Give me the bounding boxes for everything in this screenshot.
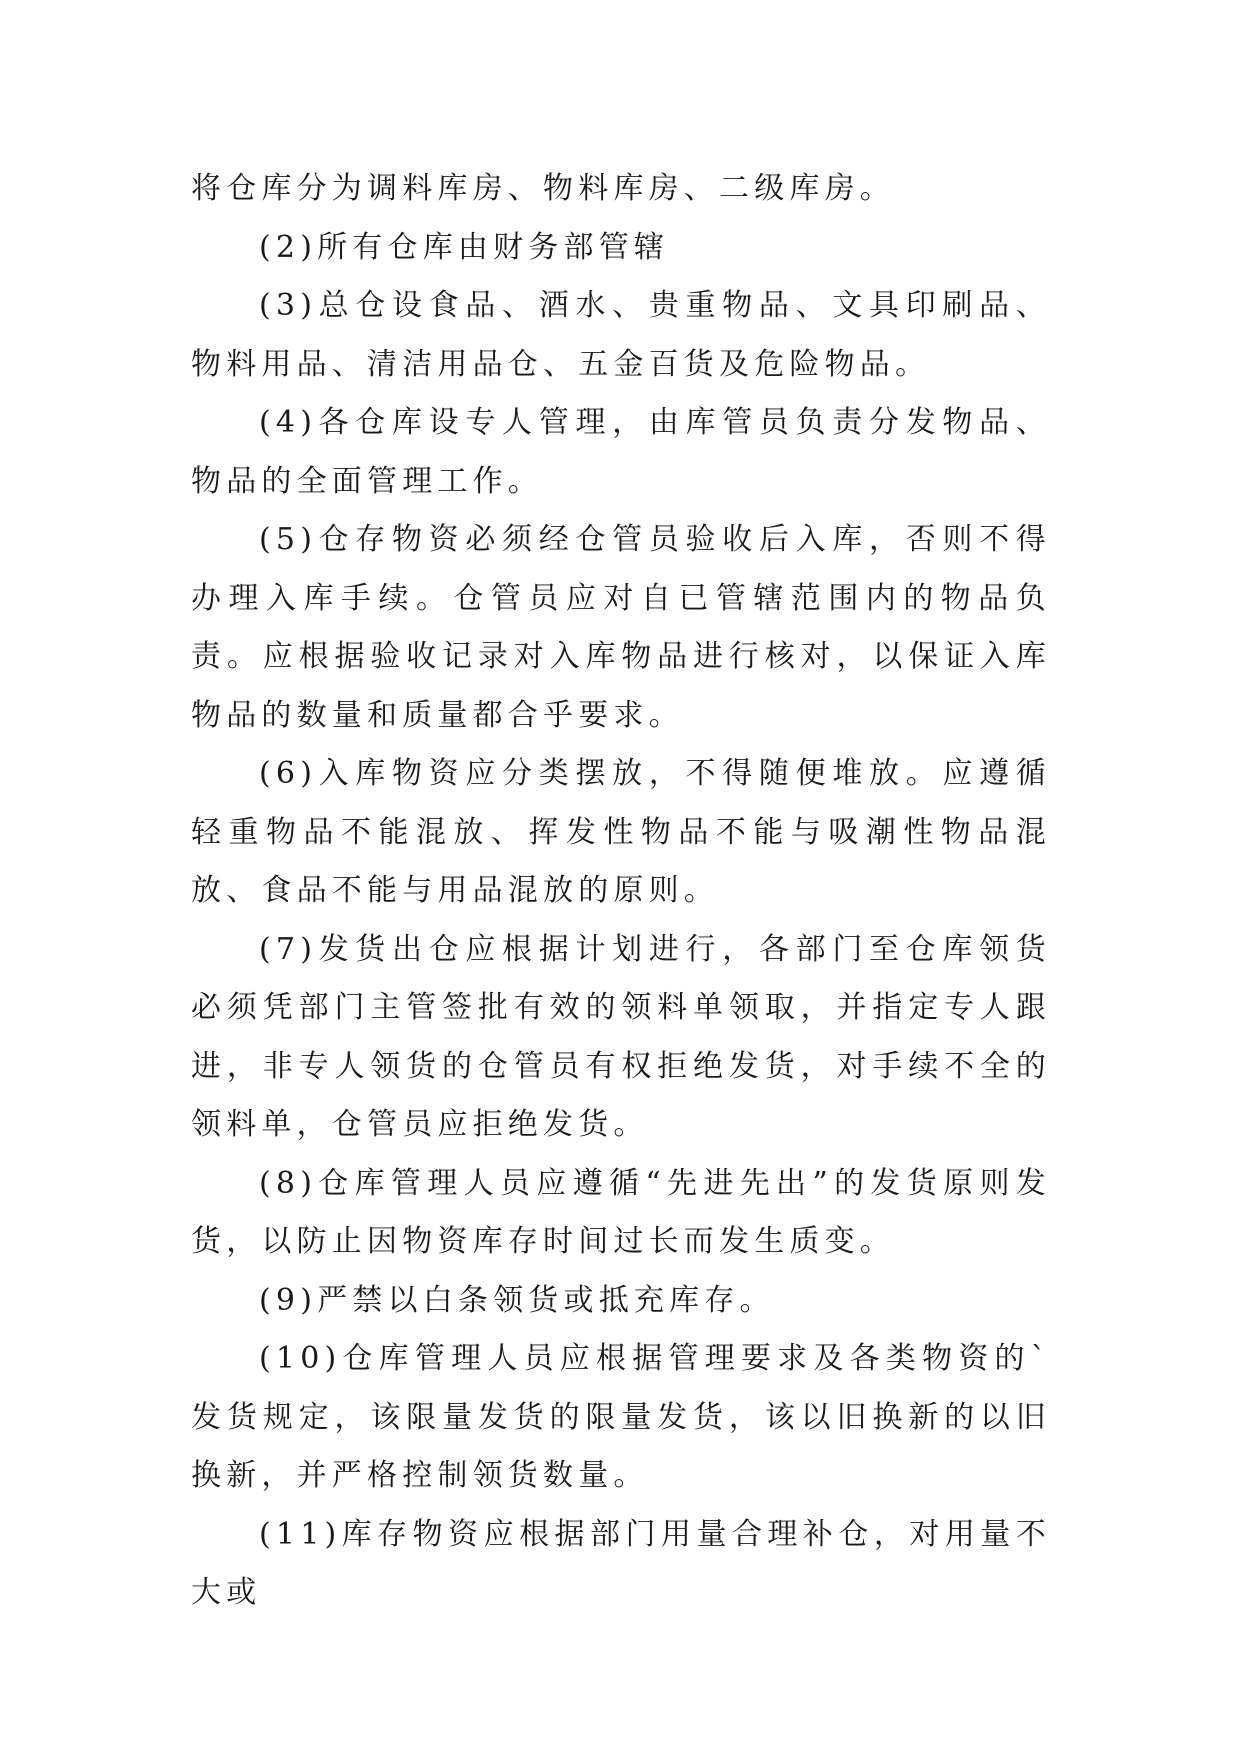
paragraph: 将仓库分为调料库房、物料库房、二级库房。 [191, 171, 895, 206]
document-body [191, 160, 1051, 1623]
paragraph: (3)总仓设食品、酒水、贵重物品、文具印刷品、物料用品、清洁用品仓、五金百货及危险物品。 [191, 288, 1051, 382]
paragraph: (2)所有仓库由财务部管辖 [259, 229, 670, 265]
paragraph: (8)仓库管理人员应遵循“先进先出”的发货原则发货，以防止因物资库存时间过长而发生质变。 [191, 1165, 1051, 1259]
paragraph: (5)仓存物资必须经仓管员验收后入库，否则不得办理入库手续。仓管员应对自已管辖范围内的物品负责。应根据验收记录对入库物品进行核对，以保证入库物品的数量和质量都合乎要求。 [191, 522, 1051, 733]
paragraph: (10)仓库管理人员应根据管理要求及各类物资的`发货规定，该限量发货的限量发货，该以旧换新的以旧换新，并严格控制领货数量。 [191, 1341, 1051, 1493]
paragraph: (11)库存物资应根据部门用量合理补仓，对用量不大或 [191, 1516, 1051, 1610]
paragraph: (4)各仓库设专人管理，由库管员负责分发物品、物品的全面管理工作。 [191, 405, 1051, 499]
paragraph: (7)发货出仓应根据计划进行，各部门至仓库领货必须凭部门主管签批有效的领料单领取，并指定专人跟进，非专人领货的仓管员有权拒绝发货，对手续不全的领料单，仓管员应拒绝发货。 [191, 931, 1051, 1142]
paragraph: (6)入库物资应分类摆放，不得随便堆放。应遵循轻重物品不能混放、挥发性物品不能与吸潮性物品混放、食品不能与用品混放的原则。 [191, 756, 1051, 908]
paragraph: (9)严禁以白条领货或抵充库存。 [259, 1282, 775, 1318]
